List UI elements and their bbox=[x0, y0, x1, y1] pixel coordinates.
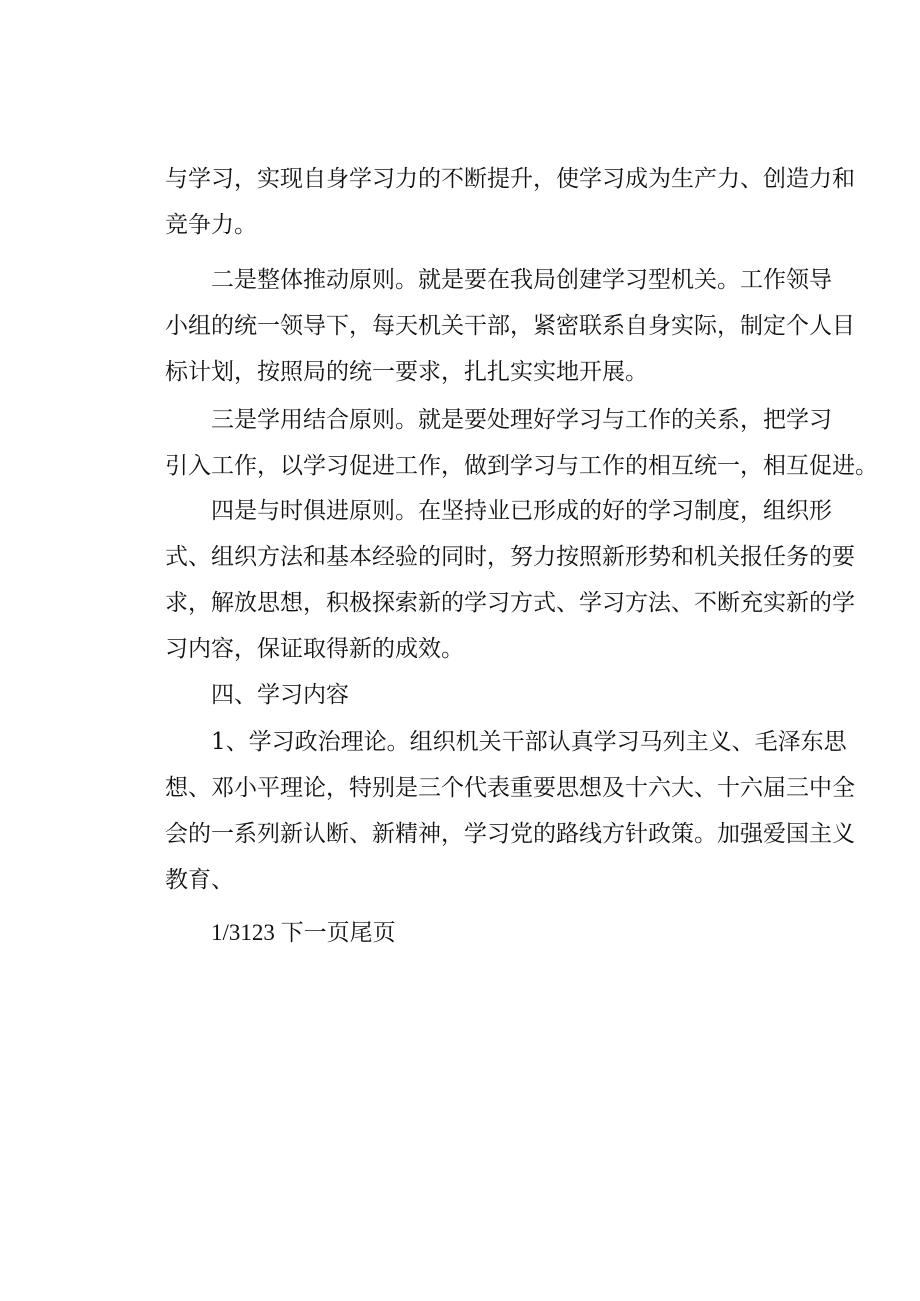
paragraph-start-line: 二是整体推动原则。就是要在我局创建学习型机关。工作领导 bbox=[211, 267, 832, 293]
text-line: 会的一系列新认断、新精神，学习党的路线方针政策。加强爱国主义 bbox=[165, 821, 855, 847]
next-page-link[interactable]: 下一页 bbox=[280, 920, 350, 945]
text-line: 习内容，保证取得新的成效。 bbox=[165, 636, 464, 662]
paragraph-start-line: 三是学用结合原则。就是要处理好学习与工作的关系，把学习 bbox=[211, 407, 832, 433]
text-line: 想、邓小平理论，特别是三个代表重要思想及十六大、十六届三中全 bbox=[165, 775, 855, 801]
text-line: 求，解放思想，积极探索新的学习方式、学习方法、不断充实新的学 bbox=[165, 590, 855, 616]
text-line: 与学习，实现自身学习力的不断提升，使学习成为生产力、创造力和 bbox=[165, 166, 855, 192]
pagination bbox=[211, 918, 396, 948]
text-line: 式、组织方法和基本经验的同时，努力按照新形势和机关报任务的要 bbox=[165, 544, 855, 570]
paragraph-start-line: 1、学习政治理论。组织机关干部认真学习马列主义、毛泽东思 bbox=[211, 729, 847, 755]
page-indicator: 1/3123 bbox=[211, 920, 275, 945]
text-line: 教育、 bbox=[165, 867, 234, 893]
text-line: 竞争力。 bbox=[165, 212, 257, 238]
section-heading: 四、学习内容 bbox=[211, 682, 349, 708]
paragraph-start-line: 四是与时俱进原则。在坚持业已形成的好的学习制度，组织形 bbox=[211, 498, 832, 524]
text-line: 小组的统一领导下，每天机关干部，紧密联系自身实际，制定个人目 bbox=[165, 313, 855, 339]
text-line: 标计划，按照局的统一要求，扎扎实实地开展。 bbox=[165, 359, 648, 385]
last-page-link[interactable]: 尾页 bbox=[349, 920, 396, 945]
text-line: 引入工作，以学习促进工作，做到学习与工作的相互统一，相互促进。 bbox=[165, 453, 878, 479]
